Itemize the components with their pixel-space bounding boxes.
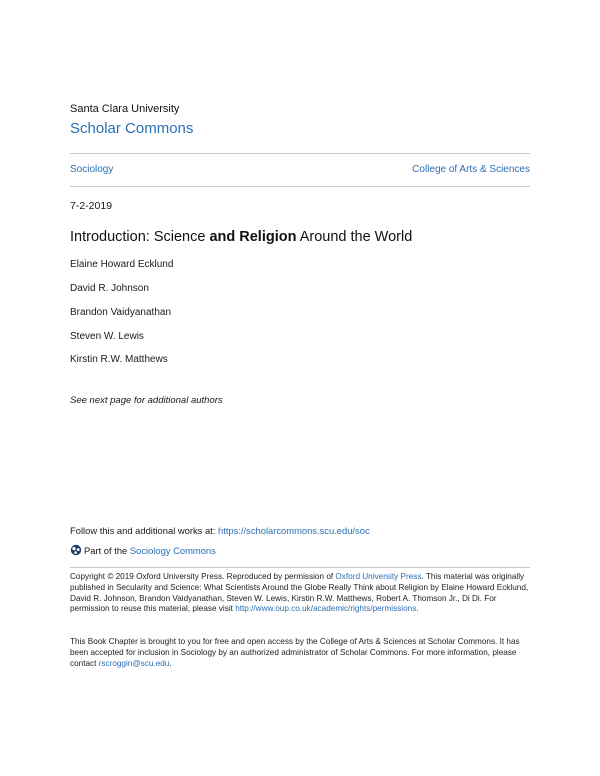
oup-link[interactable]: Oxford University Press	[335, 572, 422, 581]
lower-divider	[70, 567, 530, 568]
see-next-page-note: See next page for additional authors	[70, 395, 223, 406]
author-3: Brandon Vaidyanathan	[70, 307, 172, 318]
author-1: Elaine Howard Ecklund	[70, 259, 174, 270]
copyright-text-3: .	[416, 604, 419, 614]
repository-link[interactable]: Scholar Commons	[70, 120, 194, 137]
title-bold-religion: Religion	[239, 229, 297, 245]
publication-date: 7-2-2019	[70, 200, 113, 212]
author-2: David R. Johnson	[70, 283, 149, 294]
nav-divider	[70, 186, 530, 187]
follow-text: Follow this and additional works at:	[70, 525, 218, 536]
institution-name: Santa Clara University	[70, 103, 180, 115]
title-bold-and: and	[209, 229, 236, 245]
author-4: Steven W. Lewis	[70, 331, 144, 342]
author-5: Kirstin R.W. Matthews	[70, 354, 168, 365]
nav-sociology-link[interactable]: Sociology	[70, 164, 114, 175]
title-part-3: Around the World	[296, 229, 413, 245]
copyright-notice	[70, 572, 532, 615]
nav-college-link[interactable]: College of Arts & Sciences	[412, 164, 530, 175]
copyright-text-1: Copyright © 2019 Oxford University Press. Reproduced by permission of	[70, 572, 336, 581]
top-divider	[70, 153, 530, 154]
network-icon	[70, 544, 82, 560]
contact-email-link[interactable]: rscroggin@scu.edu	[98, 658, 170, 668]
part-of-line	[70, 544, 216, 560]
sociology-commons-link[interactable]: Sociology Commons	[129, 545, 216, 556]
copyright-text-2: . This material was originally published in Secularity and Science: What Scientists Around the Globe Really Think about Religion by Elaine Howard Ecklund, David R. Johnson, Brandon Vaidyanathan, Steven W. Lewis, Kirstin R.W. Matthews, Robert A. Thomson Jr., Di Di. For permission to reuse this material, please visit	[70, 572, 529, 614]
part-of-text: Part of the	[84, 545, 130, 556]
permissions-link[interactable]: http://www.oup.co.uk/academic/rights/permissions	[235, 604, 417, 614]
notice-text-2: .	[169, 658, 172, 668]
open-access-notice	[70, 637, 532, 669]
notice-text-1: This Book Chapter is brought to you for free and open access by the College of Arts & Sciences at Scholar Commons. It has been accepted for inclusion in Sociology by an authorized administrator of Scholar Commons. For more information, please contact	[70, 637, 520, 668]
follow-line	[70, 525, 370, 538]
title-part-1: Introduction: Science	[70, 229, 210, 245]
page-title	[70, 229, 412, 245]
follow-url-link[interactable]: https://scholarcommons.scu.edu/soc	[218, 525, 370, 536]
